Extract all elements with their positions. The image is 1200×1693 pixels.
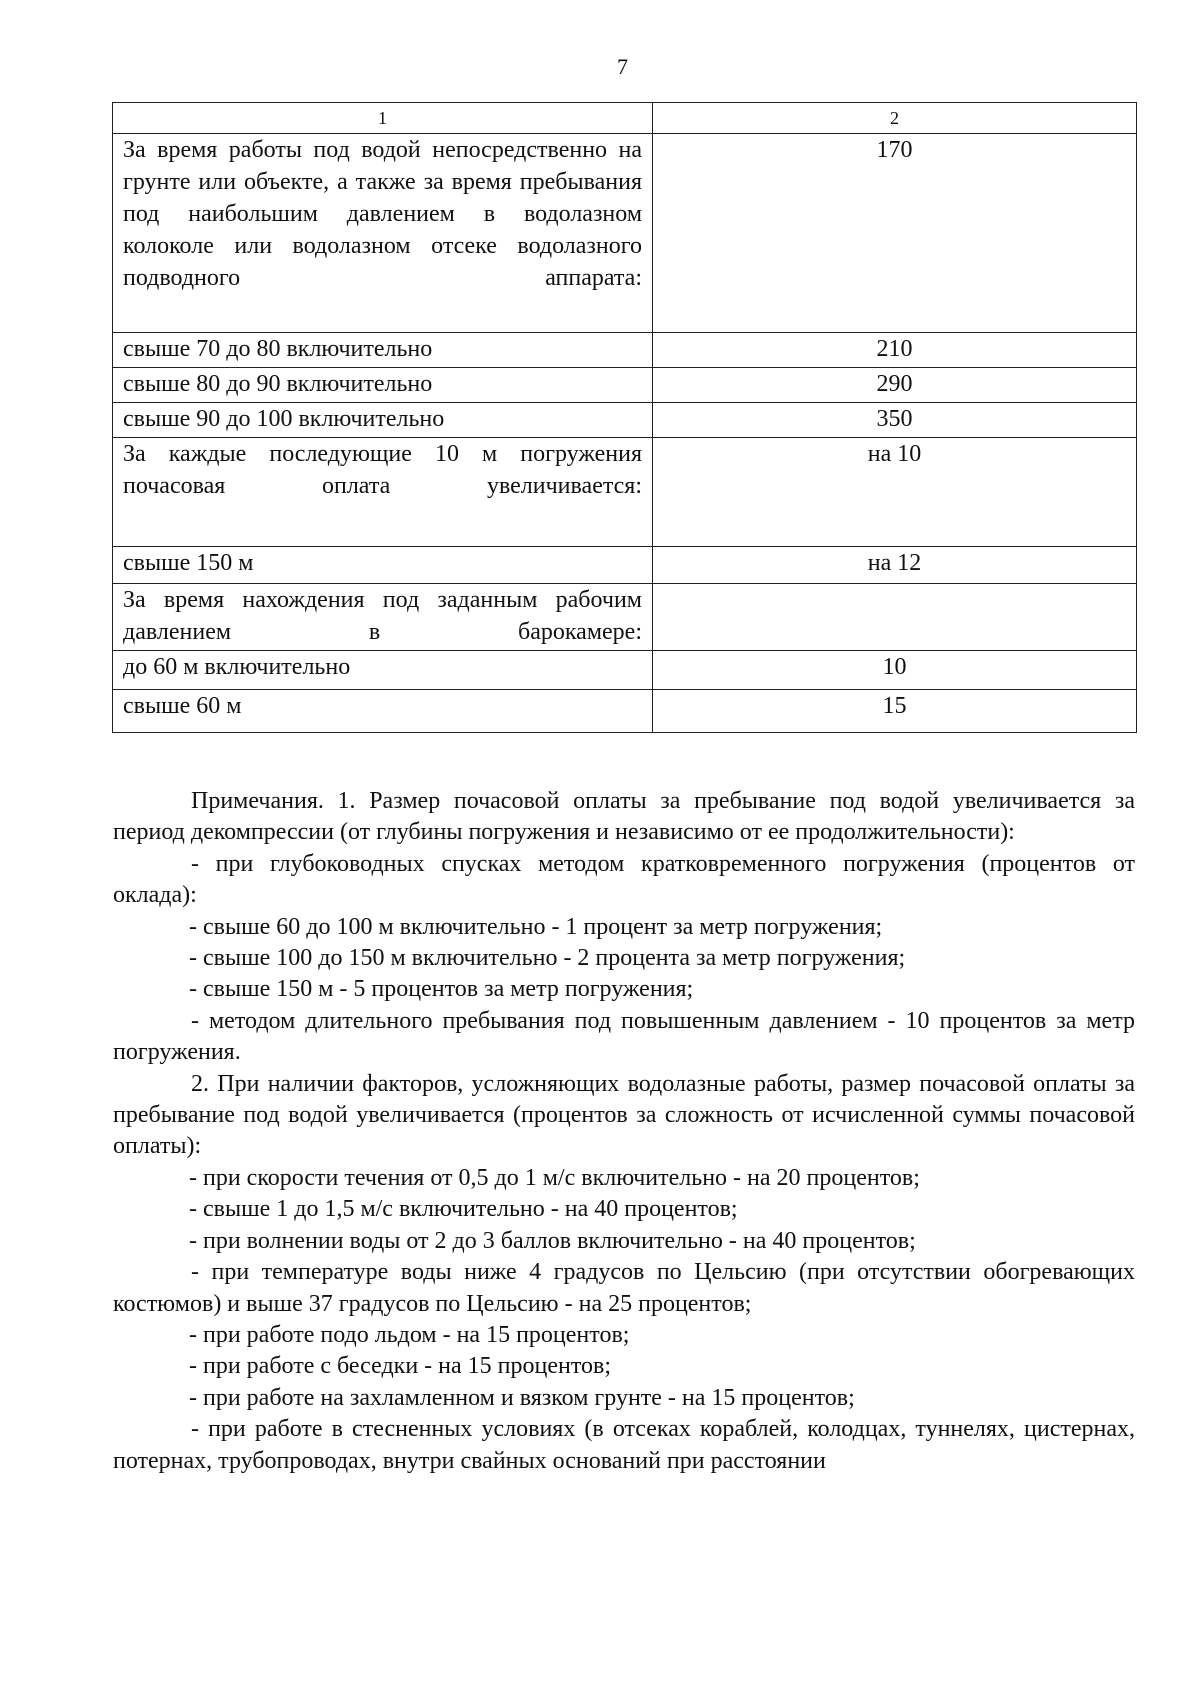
note-paragraph: - при скорости течения от 0,5 до 1 м/с включительно - на 20 процентов; <box>189 1164 920 1191</box>
table-cell-value: 350 <box>653 403 1137 438</box>
table-cell-value: 210 <box>653 333 1137 368</box>
page-number: 7 <box>617 54 628 79</box>
table-row <box>113 403 1137 438</box>
note-paragraph: - при волнении воды от 2 до 3 баллов включительно - на 40 процентов; <box>189 1227 916 1254</box>
table-header-cell: 1 <box>113 103 653 134</box>
notes-section <box>113 786 1135 1477</box>
table-cell-label: до 60 м включительно <box>113 651 653 690</box>
table-header-cell: 2 <box>653 103 1137 134</box>
note-paragraph: - свыше 60 до 100 м включительно - 1 процент за метр погружения; <box>189 913 883 940</box>
note-paragraph: - при глубоководных спусках методом кратковременного погружения (процентов от оклада): <box>113 850 1135 909</box>
note-paragraph: - при работе подо льдом - на 15 процентов; <box>189 1321 630 1348</box>
table-cell-value: на 12 <box>653 547 1137 584</box>
table-cell-value <box>653 584 1137 651</box>
table-cell-label: За каждые последующие 10 м погружения почасовая оплата увеличивается: <box>113 438 653 547</box>
table-row <box>113 134 1137 333</box>
note-paragraph: - методом длительного пребывания под повышенным давлением - 10 процентов за метр погружения. <box>113 1007 1135 1066</box>
table-row <box>113 547 1137 584</box>
table-cell-value: 15 <box>653 690 1137 733</box>
table-row <box>113 651 1137 690</box>
table-row <box>113 690 1137 733</box>
table-row <box>113 584 1137 651</box>
table-cell-value: на 10 <box>653 438 1137 547</box>
table-cell-label: свыше 60 м <box>113 690 653 733</box>
table-cell-value: 10 <box>653 651 1137 690</box>
table-cell-label: свыше 80 до 90 включительно <box>113 368 653 403</box>
note-paragraph: Примечания. 1. Размер почасовой оплаты за пребывание под водой увеличивается за период декомпрессии (от глубины погружения и независимо от ее продолжительности): <box>113 788 1135 846</box>
note-paragraph: - при работе с беседки - на 15 процентов; <box>189 1353 612 1380</box>
table-header-row <box>113 103 1137 134</box>
note-paragraph: - при работе на захламленном и вязком грунте - на 15 процентов; <box>189 1384 855 1411</box>
note-paragraph: 2. При наличии факторов, усложняющих водолазные работы, размер почасовой оплаты за пребывание под водой увеличивается (процентов за сложность от исчисленной суммы почасовой оплаты): <box>113 1070 1135 1160</box>
table-cell-value: 170 <box>653 134 1137 333</box>
table-cell-label: За время работы под водой непосредственно на грунте или объекте, а также за время пребывания под наибольшим давлением в водолазном колоколе или водолазном отсеке водолазного подводного аппарата: <box>113 134 653 333</box>
note-paragraph: - при температуре воды ниже 4 градусов по Цельсию (при отсутствии обогревающих костюмов) и выше 37 градусов по Цельсию - на 25 процентов; <box>113 1259 1135 1317</box>
table-cell-label: свыше 150 м <box>113 547 653 584</box>
table-row <box>113 438 1137 547</box>
payment-table <box>112 102 1137 733</box>
table-cell-label: За время нахождения под заданным рабочим давлением в барокамере: <box>113 584 653 651</box>
table-row <box>113 333 1137 368</box>
note-paragraph: - свыше 100 до 150 м включительно - 2 процента за метр погружения; <box>189 945 906 972</box>
note-paragraph: - свыше 1 до 1,5 м/с включительно - на 40 процентов; <box>189 1196 738 1223</box>
table-cell-value: 290 <box>653 368 1137 403</box>
note-paragraph: - свыше 150 м - 5 процентов за метр погружения; <box>189 976 694 1003</box>
table-row <box>113 368 1137 403</box>
table-cell-label: свыше 70 до 80 включительно <box>113 333 653 368</box>
table-cell-label: свыше 90 до 100 включительно <box>113 403 653 438</box>
note-paragraph: - при работе в стесненных условиях (в отсеках кораблей, колодцах, туннелях, цистернах, потернах, трубопроводах, внутри свайных оснований при расстоянии <box>113 1416 1135 1474</box>
